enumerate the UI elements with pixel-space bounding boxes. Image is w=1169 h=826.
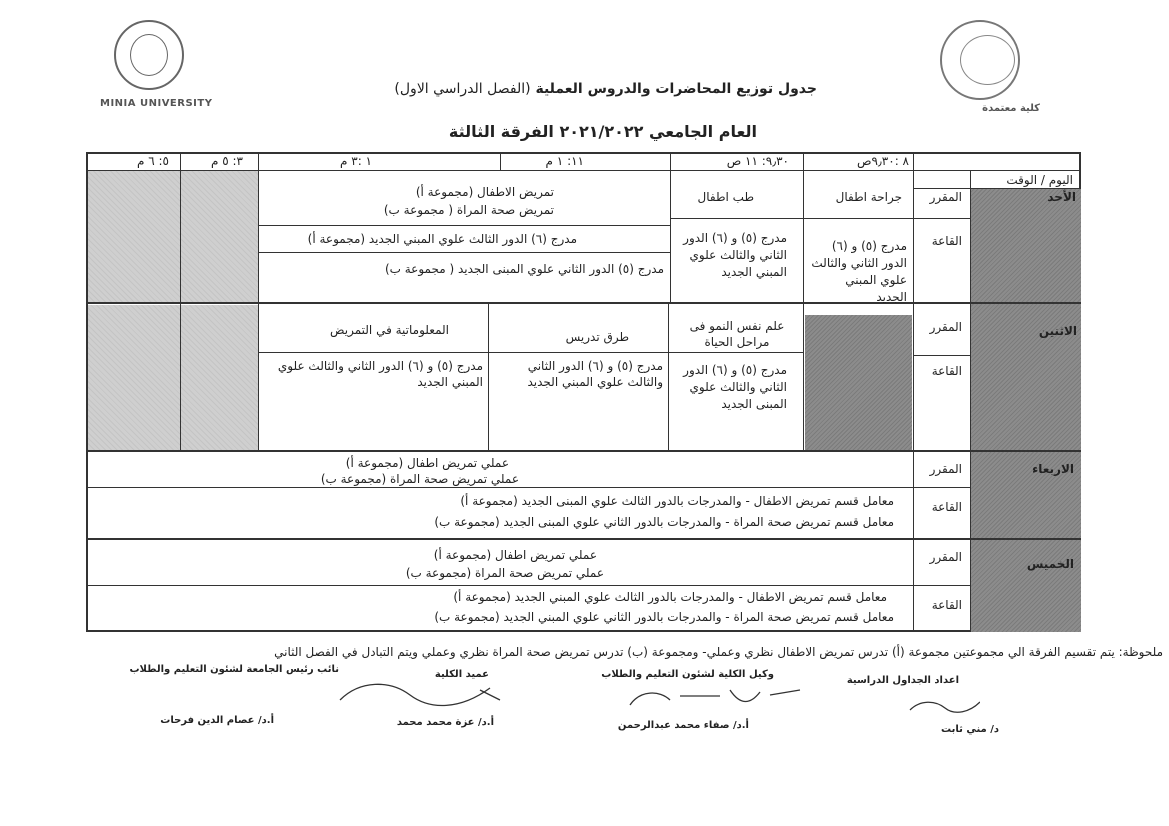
- monday-hall-label: القاعة: [931, 364, 962, 378]
- thursday-hall-b: معامل قسم تمريض صحة المراة - والمدرجات بالدور الثاني علوي المبني الجديد (مجموعة ب): [434, 610, 894, 624]
- sunday-hall-label: القاعة: [931, 234, 962, 248]
- handwritten-signatures: [300, 670, 980, 720]
- signature-name-1: د/ مني ثابت: [941, 724, 999, 735]
- sunday-course-3a: تمريض الاطفال (مجموعة أ): [415, 185, 554, 199]
- day-time-header: اليوم / الوقت: [1006, 173, 1073, 187]
- time-slot-3: ١١: ١ م: [545, 154, 584, 168]
- thursday-course-label: المقرر: [929, 550, 962, 564]
- faculty-logo: [935, 15, 1050, 115]
- title-text: جدول توزيع المحاضرات والدروس العملية: [535, 81, 817, 97]
- university-logo-text: MINIA UNIVERSITY: [100, 98, 213, 109]
- sunday-hall-1: مدرج (٥) و (٦) الدور الثاني والثالث علوي المبني الجديد: [811, 239, 907, 304]
- time-slot-6: ٥: ٦ م: [136, 154, 169, 168]
- signature-name-2: أ.د/ صفاء محمد عبدالرحمن: [617, 720, 749, 731]
- sunday-course-3b: تمريض صحة المراة ( مجموعة ب): [383, 203, 554, 217]
- academic-year-title: العام الجامعي ٢٠٢١/٢٠٢٢ الفرقة الثالثة: [448, 122, 757, 141]
- signature-title-3: عميد الكلية: [434, 669, 489, 680]
- signature-title-1: اعداد الجداول الدراسية: [846, 675, 959, 686]
- sunday-hall-3a: مدرج (٦) الدور الثالث علوي المبني الجديد (مجموعة أ): [307, 232, 577, 246]
- sunday-hall-2: مدرج (٥) و (٦) الدور الثاني والثالث علوي المبني الجديد: [683, 231, 787, 279]
- day-sunday: الأحد: [1047, 190, 1076, 204]
- wednesday-hall-b: معامل قسم تمريض صحة المراة - والمدرجات بالدور الثاني علوي المبنى الجديد (مجموعة ب): [434, 515, 894, 529]
- monday-course-3: طرق تدريس: [565, 330, 629, 344]
- faculty-logo-text: كلية معتمدة: [982, 103, 1040, 114]
- day-wednesday: الاربعاء: [1032, 462, 1074, 476]
- page-title: [394, 82, 817, 97]
- time-slot-5: ٣: ٥ م: [210, 154, 243, 168]
- sunday-course-label: المقرر: [929, 190, 962, 204]
- monday-course-2: علم نفس النمو فى مراحل الحياة: [689, 319, 785, 349]
- signature-title-2: وكيل الكلية لشئون التعليم والطلاب: [601, 669, 774, 680]
- sunday-hall-3b: مدرج (٥) الدور الثاني علوي المبنى الجديد ( مجموعة ب): [384, 262, 664, 276]
- monday-hall-4: مدرج (٥) و (٦) الدور الثاني والثالث علوي المبني الجديد: [277, 359, 483, 389]
- thursday-hall-label: القاعة: [931, 598, 962, 612]
- monday-course-4: المعلوماتية في التمريض: [330, 323, 449, 337]
- wednesday-hall-a: معامل قسم تمريض الاطفال - والمدرجات بالدور الثالث علوي المبنى الجديد (مجموعة أ): [460, 494, 894, 508]
- time-slot-4: ١ :٣ م: [339, 154, 372, 168]
- wednesday-hall-label: القاعة: [931, 500, 962, 514]
- monday-course-label: المقرر: [929, 320, 962, 334]
- time-slot-2: ٩٫٣٠: ١١ ص: [726, 154, 789, 168]
- thursday-hall-a: معامل قسم تمريض الاطفال - والمدرجات بالدور الثالث علوي المبني الجديد (مجموعة أ): [453, 590, 887, 604]
- thursday-course-b: عملي تمريض صحة المراة (مجموعة ب): [405, 566, 604, 580]
- wednesday-course-label: المقرر: [929, 462, 962, 476]
- time-slot-1: ٨ :٩٫٣٠ص: [856, 154, 909, 168]
- day-monday: الاثنين: [1038, 324, 1077, 338]
- wednesday-course-a: عملي تمريض اطفال (مجموعة أ): [345, 456, 509, 470]
- minia-university-logo: [100, 20, 213, 115]
- sunday-course-1: جراحة اطفال: [835, 190, 902, 204]
- schedule-note: ملحوظة: يتم تقسيم الفرقة الي مجموعتين مجموعة (أ) تدرس تمريض الاطفال نظري وعملي- ومجموعة (ب) تدرس تمريض صحة المراة نظري وعملي ويتم التبادل في الفصل الثاني: [274, 645, 1163, 659]
- semester-text: (الفصل الدراسي الاول): [394, 81, 531, 97]
- signature-title-4: نائب رئيس الجامعة لشئون التعليم والطلاب: [129, 664, 339, 675]
- thursday-course-a: عملي تمريض اطفال (مجموعة أ): [433, 548, 597, 562]
- sunday-course-2: طب اطفال: [697, 190, 754, 204]
- signature-name-4: أ.د/ عصام الدين فرحات: [160, 715, 274, 726]
- day-thursday: الخميس: [1026, 557, 1074, 571]
- wednesday-course-b: عملي تمريض صحة المراة (مجموعة ب): [320, 472, 519, 486]
- monday-hall-2: مدرج (٥) و (٦) الدور الثاني والثالث علوي المبنى الجديد: [683, 363, 787, 411]
- signature-name-3: أ.د/ عزة محمد محمد: [396, 717, 494, 728]
- monday-hall-3: مدرج (٥) و (٦) الدور الثاني والثالث علوي المبني الجديد: [527, 359, 663, 389]
